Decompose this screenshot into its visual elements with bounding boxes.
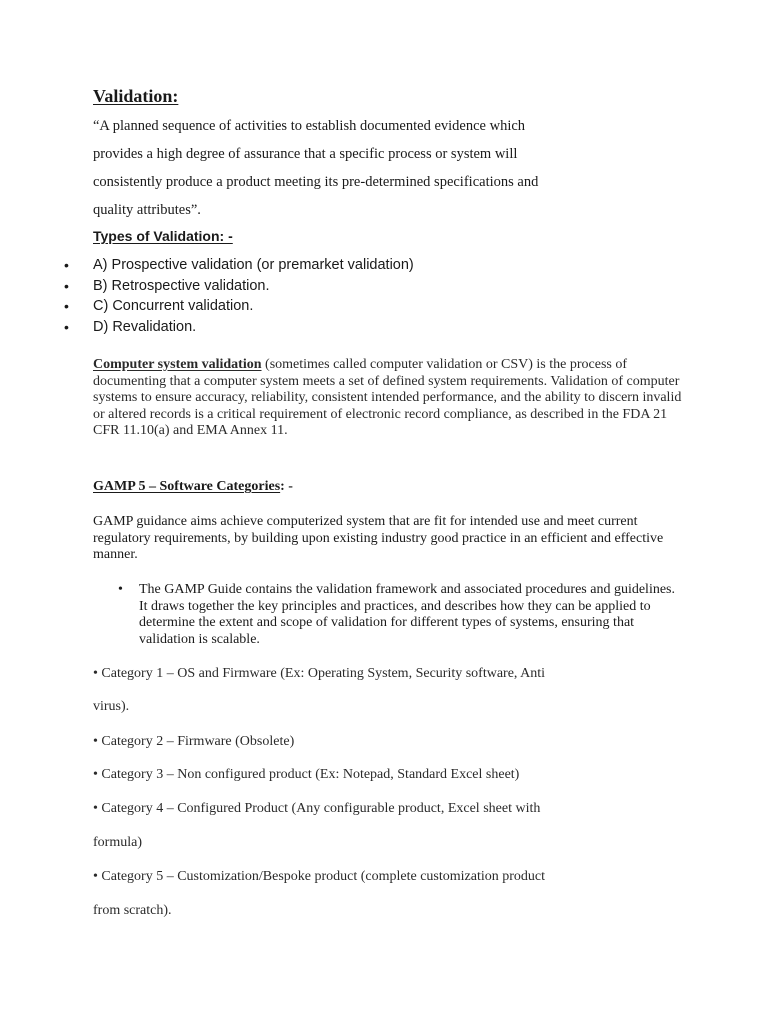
category-line: virus). bbox=[93, 699, 130, 714]
list-item-text: D) Revalidation. bbox=[93, 318, 197, 335]
category-line: formula) bbox=[93, 835, 142, 850]
validation-definition-line: provides a high degree of assurance that a specific process or system will bbox=[93, 146, 518, 162]
bullet-icon: • bbox=[118, 582, 123, 597]
types-of-validation-heading: Types of Validation: - bbox=[93, 228, 233, 244]
validation-definition-line: consistently produce a product meeting its pre-determined specifications and bbox=[93, 174, 539, 190]
category-line: • Category 3 – Non configured product (Ex: Notepad, Standard Excel sheet) bbox=[93, 767, 520, 782]
bullet-icon: • bbox=[64, 318, 69, 335]
csv-term: Computer system validation bbox=[93, 357, 262, 372]
category-line: • Category 2 – Firmware (Obsolete) bbox=[93, 734, 295, 749]
category-line: • Category 5 – Customization/Bespoke product (complete customization product bbox=[93, 869, 546, 884]
bullet-icon: • bbox=[64, 257, 69, 273]
gamp-intro-paragraph: GAMP guidance aims achieve computerized system that are fit for intended use and meet current regulatory requirements, by building upon existing industry good practice in an efficient and effective manner. bbox=[93, 514, 664, 563]
bullet-icon: • bbox=[64, 298, 69, 314]
csv-body: (sometimes called computer validation or CSV) is the process of documenting that a computer system meets a set of defined system requirements. Validation of computer systems to ensure accuracy, reliability, consistent intended performance, and the ability to discern invalid or altered records is a critical requirement of electronic record compliance, as described in the FDA 21 CFR 11.10(a) and EMA Annex 11. bbox=[93, 357, 682, 439]
category-line: from scratch). bbox=[93, 903, 172, 918]
gamp-heading bbox=[93, 479, 293, 495]
gamp-heading-suffix: : - bbox=[280, 479, 293, 494]
category-line: • Category 4 – Configured Product (Any configurable product, Excel sheet with bbox=[93, 801, 541, 816]
gamp-guide-bullet-text: The GAMP Guide contains the validation framework and associated procedures and guidelines. It draws together the key principles and practices, and describes how they can be applied to determine the extent and scope of validation for different types of systems, ensuring that validation is scalable. bbox=[139, 582, 675, 647]
gamp-heading-text: GAMP 5 – Software Categories bbox=[93, 479, 281, 494]
list-item-text: A) Prospective validation (or premarket validation) bbox=[93, 257, 414, 273]
list-item-text: C) Concurrent validation. bbox=[93, 298, 254, 314]
list-item-text: B) Retrospective validation. bbox=[93, 277, 270, 294]
validation-heading: Validation: bbox=[93, 86, 179, 106]
bullet-icon: • bbox=[64, 277, 69, 294]
validation-definition-line: “A planned sequence of activities to establish documented evidence which bbox=[93, 118, 526, 134]
validation-definition-line: quality attributes”. bbox=[93, 202, 201, 218]
category-line: • Category 1 – OS and Firmware (Ex: Operating System, Security software, Anti bbox=[93, 666, 546, 681]
csv-paragraph bbox=[93, 357, 683, 440]
